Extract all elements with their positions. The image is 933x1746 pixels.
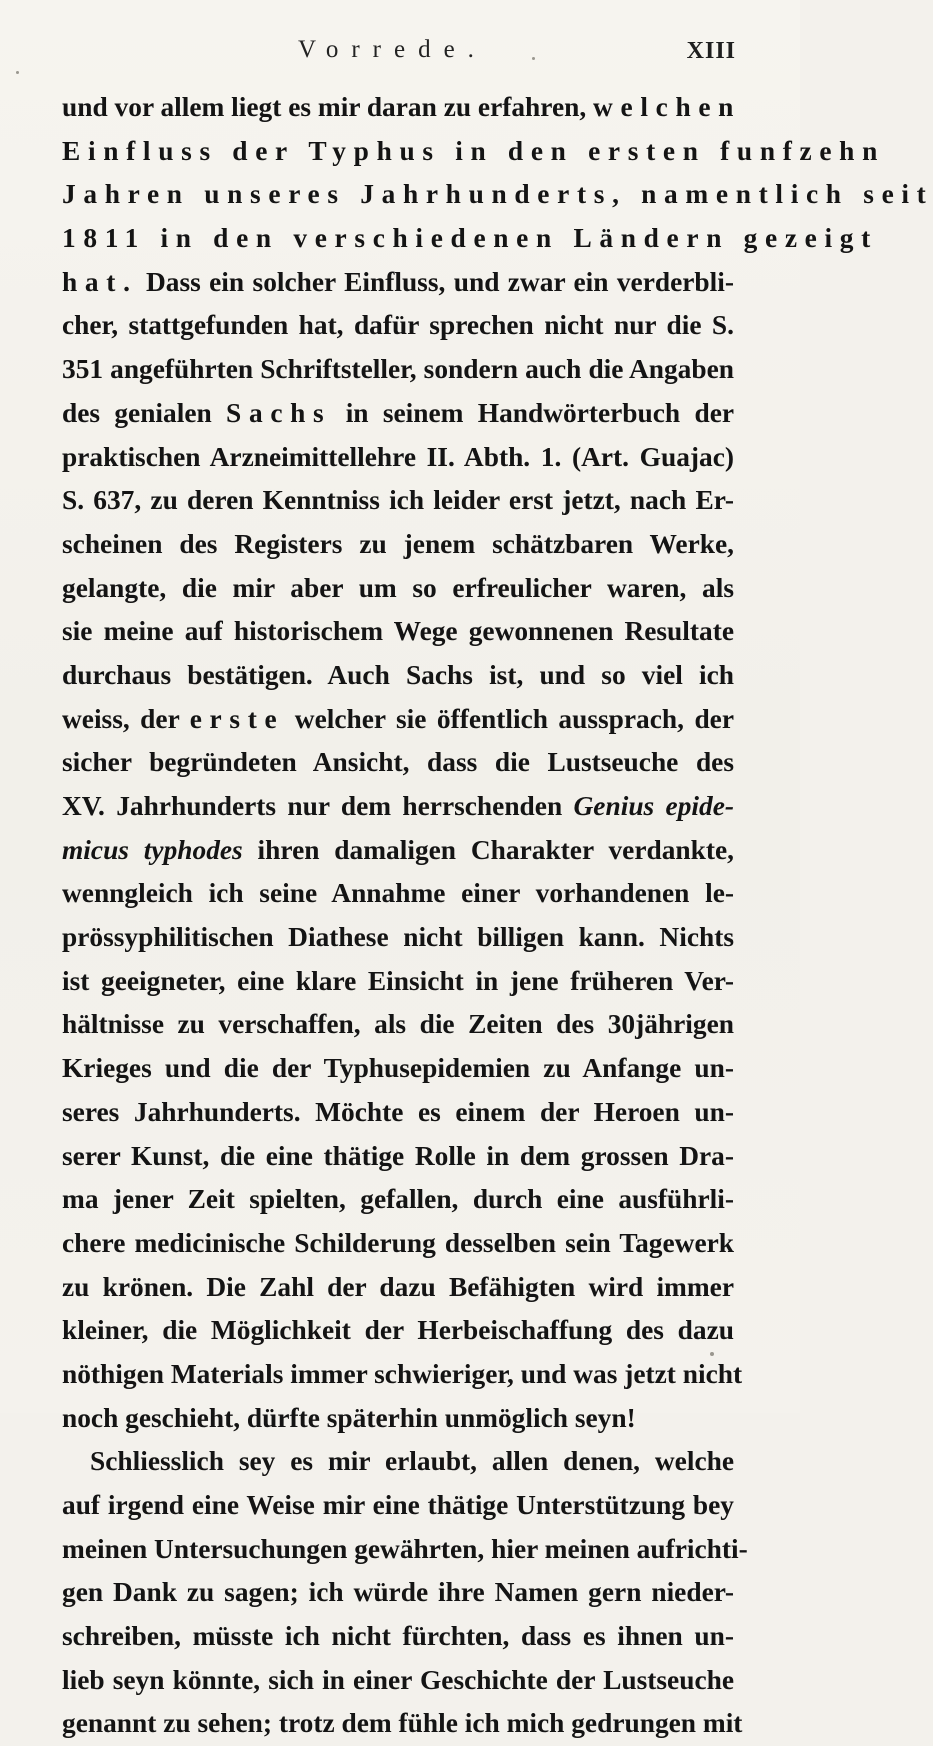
text-line — [62, 1309, 734, 1353]
text-line — [62, 173, 933, 217]
text-line — [62, 1353, 743, 1397]
text-segment: nöthigen Materials immer schwieriger, und was jetzt nicht — [62, 1358, 743, 1389]
text-line — [62, 1528, 748, 1572]
text-segment: meinen Untersuchungen gewährten, hier meinen aufrichti- — [62, 1533, 748, 1564]
text-segment: ihren damaligen Charakter verdankte, — [242, 834, 734, 865]
text-line — [62, 1047, 734, 1091]
spaced-text: hat. — [62, 266, 138, 297]
text-segment: seres Jahrhunderts. Möchte es einem der Heroen un- — [62, 1096, 734, 1127]
text-line — [62, 1266, 734, 1310]
text-segment: schreiben, müsste ich nicht fürchten, dass es ihnen un- — [62, 1621, 734, 1652]
spaced-text: 1811 in den verschiedenen Ländern gezeigt — [62, 223, 878, 254]
text-line — [62, 1440, 734, 1484]
text-line — [62, 1702, 743, 1746]
text-line — [62, 610, 734, 654]
text-segment: zu krönen. Die Zahl der dazu Befähigten wird immer — [62, 1271, 734, 1302]
text-segment: gen Dank zu sagen; ich würde ihre Namen gern nieder- — [62, 1577, 734, 1608]
text-line — [62, 130, 885, 174]
text-segment: in seinem Handwörterbuch der — [331, 397, 735, 428]
text-line — [62, 741, 734, 785]
spaced-text: Sachs — [226, 397, 332, 428]
text-line — [62, 217, 878, 261]
spaced-text: erste — [189, 703, 285, 734]
text-segment: noch geschieht, dürfte späterhin unmöglich seyn! — [62, 1402, 636, 1433]
text-line — [62, 1659, 734, 1703]
text-line — [62, 348, 734, 392]
paper-speck — [532, 57, 535, 60]
text-segment: Schliesslich sey es mir erlaubt, allen denen, welche — [90, 1446, 734, 1477]
text-line — [62, 86, 742, 130]
text-line — [62, 479, 734, 523]
text-segment: XV. Jahrhunderts nur dem herrschenden — [62, 791, 574, 821]
text-segment: und vor allem liegt es mir daran zu erfahren, — [62, 92, 594, 122]
text-line — [62, 1178, 734, 1222]
text-line — [62, 304, 734, 348]
text-segment: ma jener Zeit spielten, gefallen, durch eine ausführli- — [62, 1184, 734, 1215]
page-header — [0, 36, 800, 76]
spaced-text: Jahren unseres Jahrhunderts, namentlich seit — [62, 179, 933, 210]
italic-text: micus typhodes — [62, 834, 243, 865]
text-segment: Krieges und die der Typhusepidemien zu Anfange un- — [62, 1053, 734, 1084]
text-segment: gelangte, die mir aber um so erfreulicher waren, als — [62, 572, 734, 603]
text-segment: hältnisse zu verschaffen, als die Zeiten des 30jährigen — [62, 1009, 734, 1040]
text-line — [62, 1135, 734, 1179]
text-segment: genannt zu sehen; trotz dem fühle ich mich gedrungen mit — [62, 1708, 743, 1739]
text-line — [62, 654, 734, 698]
body-text — [62, 86, 933, 1746]
paper-speck — [710, 1352, 714, 1356]
text-line — [62, 261, 734, 305]
text-line — [62, 1003, 734, 1047]
italic-text: Genius epide- — [573, 791, 734, 821]
text-line — [62, 1571, 734, 1615]
text-segment: Dass ein solcher Einfluss, und zwar ein verderbli- — [137, 266, 734, 297]
text-segment: wenngleich ich seine Annahme einer vorhandenen le- — [62, 878, 734, 909]
text-line — [62, 872, 734, 916]
text-line — [62, 960, 734, 1004]
text-segment: sie meine auf historischem Wege gewonnenen Resultate — [62, 616, 734, 647]
text-line — [62, 436, 734, 480]
running-head: Vorrede. — [298, 36, 487, 63]
text-segment: lieb seyn könnte, sich in einer Geschichte der Lustseuche — [62, 1664, 734, 1695]
text-line — [62, 567, 734, 611]
spaced-text: welchen — [593, 92, 742, 122]
text-segment: S. 637, zu deren Kenntniss ich leider erst jetzt, nach Er- — [62, 485, 734, 516]
text-line — [62, 1091, 734, 1135]
text-line — [62, 916, 734, 960]
page-number: XIII — [686, 38, 736, 64]
text-segment: ist geeigneter, eine klare Einsicht in jene früheren Ver- — [62, 965, 734, 996]
text-segment: des genialen — [62, 397, 227, 428]
text-segment: welcher sie öffentlich aussprach, der — [284, 703, 735, 734]
text-segment: durchaus bestätigen. Auch Sachs ist, und so viel ich — [62, 659, 734, 690]
text-segment: 351 angeführten Schriftsteller, sondern auch die Angaben — [62, 354, 734, 385]
text-line — [62, 829, 734, 873]
text-segment: scheinen des Registers zu jenem schätzbaren Werke, — [62, 528, 734, 559]
text-line — [62, 1397, 734, 1441]
text-line — [62, 1222, 734, 1266]
text-segment: praktischen Arzneimittellehre II. Abth. 1. (Art. Guajac) — [62, 441, 734, 472]
paper-speck — [16, 71, 19, 74]
spaced-text: Einfluss der Typhus in den ersten funfzehn — [62, 135, 885, 166]
text-line — [62, 392, 734, 436]
text-segment: kleiner, die Möglichkeit der Herbeischaffung des dazu — [62, 1315, 734, 1346]
text-segment: weiss, der — [62, 703, 190, 734]
text-line — [62, 1484, 734, 1528]
text-segment: auf irgend eine Weise mir eine thätige Unterstützung bey — [62, 1490, 734, 1520]
text-segment: cher, stattgefunden hat, dafür sprechen nicht nur die S. — [62, 310, 734, 341]
text-segment: sicher begründeten Ansicht, dass die Lustseuche des — [62, 747, 734, 778]
text-segment: chere medicinische Schilderung desselben sein Tagewerk — [62, 1227, 734, 1258]
text-line — [62, 1615, 734, 1659]
text-segment: prössyphilitischen Diathese nicht billigen kann. Nichts — [62, 922, 734, 953]
text-line — [62, 698, 734, 742]
text-line — [62, 523, 734, 567]
text-line — [62, 785, 734, 829]
text-segment: serer Kunst, die eine thätige Rolle in dem grossen Dra- — [62, 1140, 734, 1171]
